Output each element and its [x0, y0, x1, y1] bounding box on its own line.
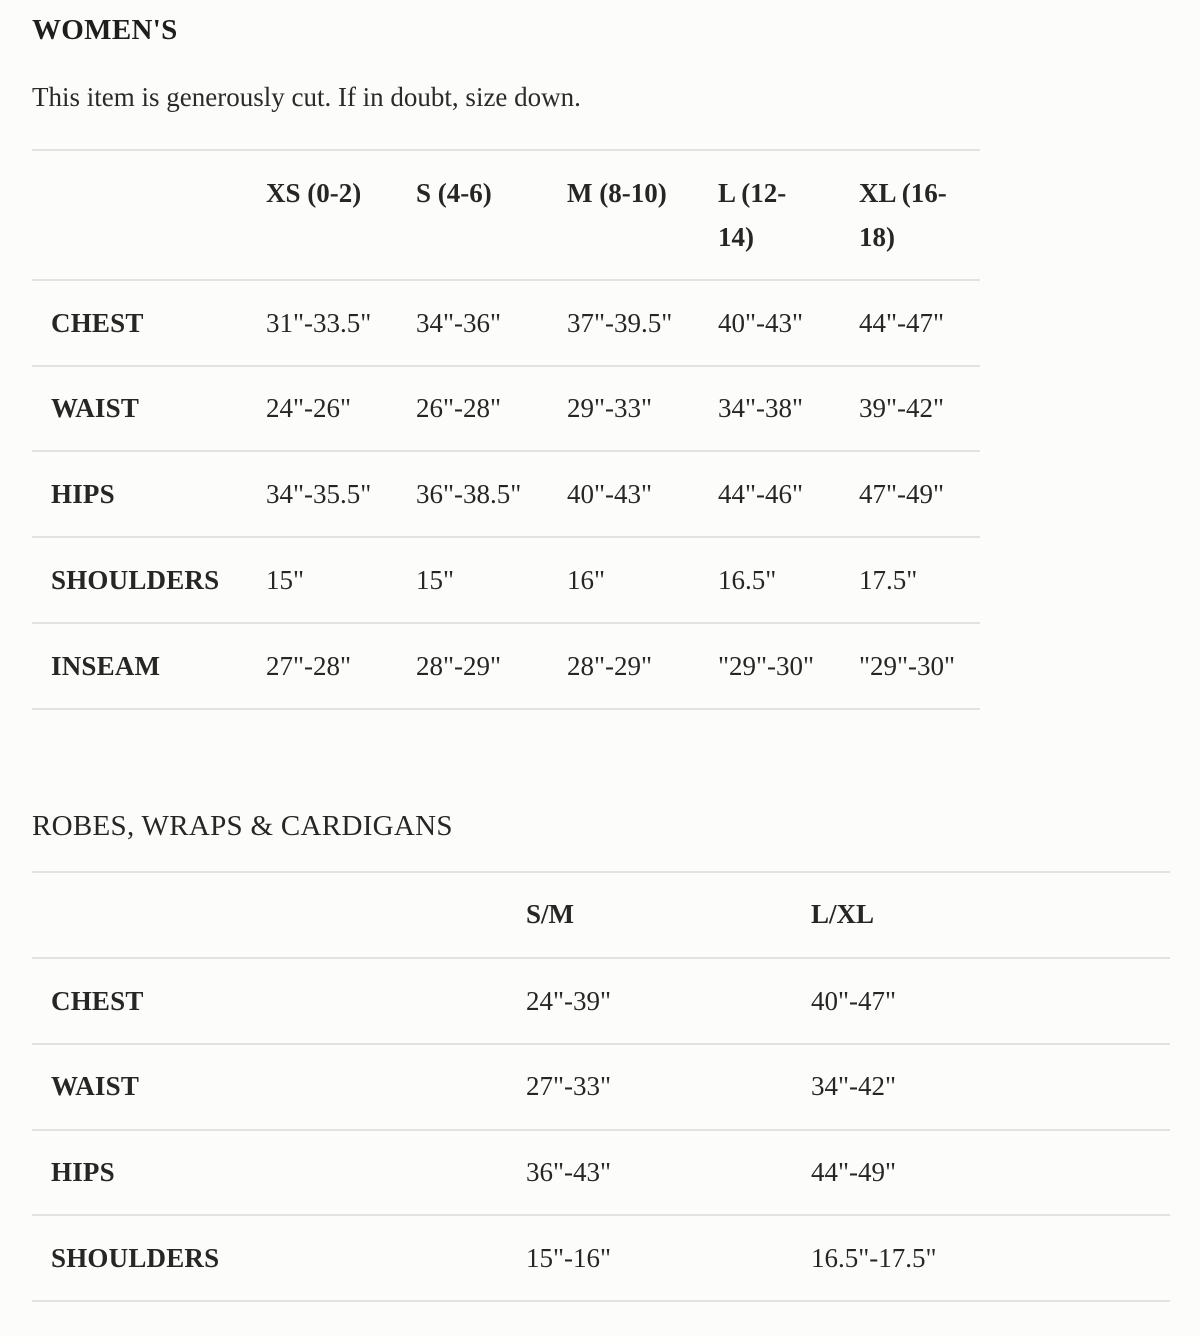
row-label-waist: WAIST — [51, 1071, 140, 1101]
col-header-line: L (12- — [718, 178, 787, 208]
col-header-line: S (4-6) — [416, 178, 492, 208]
table-cell: 15" — [416, 565, 455, 595]
table-cell: 37"-39.5" — [567, 308, 673, 338]
table-cell: 29"-33" — [567, 393, 653, 423]
col-header-line: XL (16- — [859, 178, 947, 208]
table-divider — [32, 871, 1170, 873]
table-cell: 36"-43" — [526, 1157, 612, 1187]
row-label-inseam: INSEAM — [51, 651, 161, 681]
table-divider — [32, 450, 980, 452]
table-divider — [32, 1129, 1170, 1131]
table-divider — [32, 1300, 1170, 1302]
table-cell: 34"-42" — [811, 1071, 897, 1101]
table-cell: 34"-38" — [718, 393, 804, 423]
row-label-chest: CHEST — [51, 986, 144, 1016]
table-cell: 27"-33" — [526, 1071, 612, 1101]
col-header-l — [718, 171, 786, 259]
table-cell: 31"-33.5" — [266, 308, 372, 338]
table-divider — [32, 149, 980, 151]
table-divider — [32, 957, 1170, 959]
col-header-lxl: L/XL — [811, 899, 875, 929]
table-cell: 17.5" — [859, 565, 918, 595]
table-cell: 34"-36" — [416, 308, 502, 338]
table-cell: 15"-16" — [526, 1243, 612, 1273]
table-divider — [32, 1214, 1170, 1216]
table-cell: 40"-43" — [567, 479, 653, 509]
table-divider — [32, 1043, 1170, 1045]
col-header-m — [567, 171, 667, 215]
col-header-sm: S/M — [526, 899, 575, 929]
table-cell: 28"-29" — [416, 651, 502, 681]
table-cell: 39"-42" — [859, 393, 945, 423]
table-cell: 16.5"-17.5" — [811, 1243, 937, 1273]
table-cell: 26"-28" — [416, 393, 502, 423]
col-header-xs — [266, 171, 361, 215]
row-label-hips: HIPS — [51, 479, 115, 509]
row-label-hips: HIPS — [51, 1157, 115, 1187]
size-note: This item is generously cut. If in doubt, size down. — [32, 82, 581, 112]
table-divider — [32, 279, 980, 281]
col-header-line: XS (0-2) — [266, 178, 362, 208]
row-label-chest: CHEST — [51, 308, 144, 338]
table-cell: 44"-46" — [718, 479, 804, 509]
table-cell: 34"-35.5" — [266, 479, 372, 509]
table-cell: 27"-28" — [266, 651, 352, 681]
table-cell: 36"-38.5" — [416, 479, 522, 509]
table-divider — [32, 708, 980, 710]
table-cell: 44"-47" — [859, 308, 945, 338]
table-cell: 44"-49" — [811, 1157, 897, 1187]
womens-title: WOMEN'S — [32, 14, 178, 46]
row-label-shoulders: SHOULDERS — [51, 565, 220, 595]
table-divider — [32, 365, 980, 367]
row-label-shoulders: SHOULDERS — [51, 1243, 220, 1273]
table-divider — [32, 622, 980, 624]
table-cell: 28"-29" — [567, 651, 653, 681]
col-header-s — [416, 171, 492, 215]
table-cell: 24"-26" — [266, 393, 352, 423]
table-cell: 16" — [567, 565, 606, 595]
table-cell: 24"-39" — [526, 986, 612, 1016]
table-cell: "29"-30" — [718, 651, 815, 681]
table-divider — [32, 536, 980, 538]
table-cell: 40"-47" — [811, 986, 897, 1016]
col-header-xl — [859, 171, 947, 259]
col-header-line: M (8-10) — [567, 178, 667, 208]
row-label-waist: WAIST — [51, 393, 140, 423]
col-header-line: 18) — [859, 222, 895, 252]
col-header-line: 14) — [718, 222, 754, 252]
table-cell: 16.5" — [718, 565, 777, 595]
table-cell: 47"-49" — [859, 479, 945, 509]
table-cell: "29"-30" — [859, 651, 956, 681]
robes-title: ROBES, WRAPS & CARDIGANS — [32, 810, 453, 842]
table-cell: 15" — [266, 565, 305, 595]
table-cell: 40"-43" — [718, 308, 804, 338]
